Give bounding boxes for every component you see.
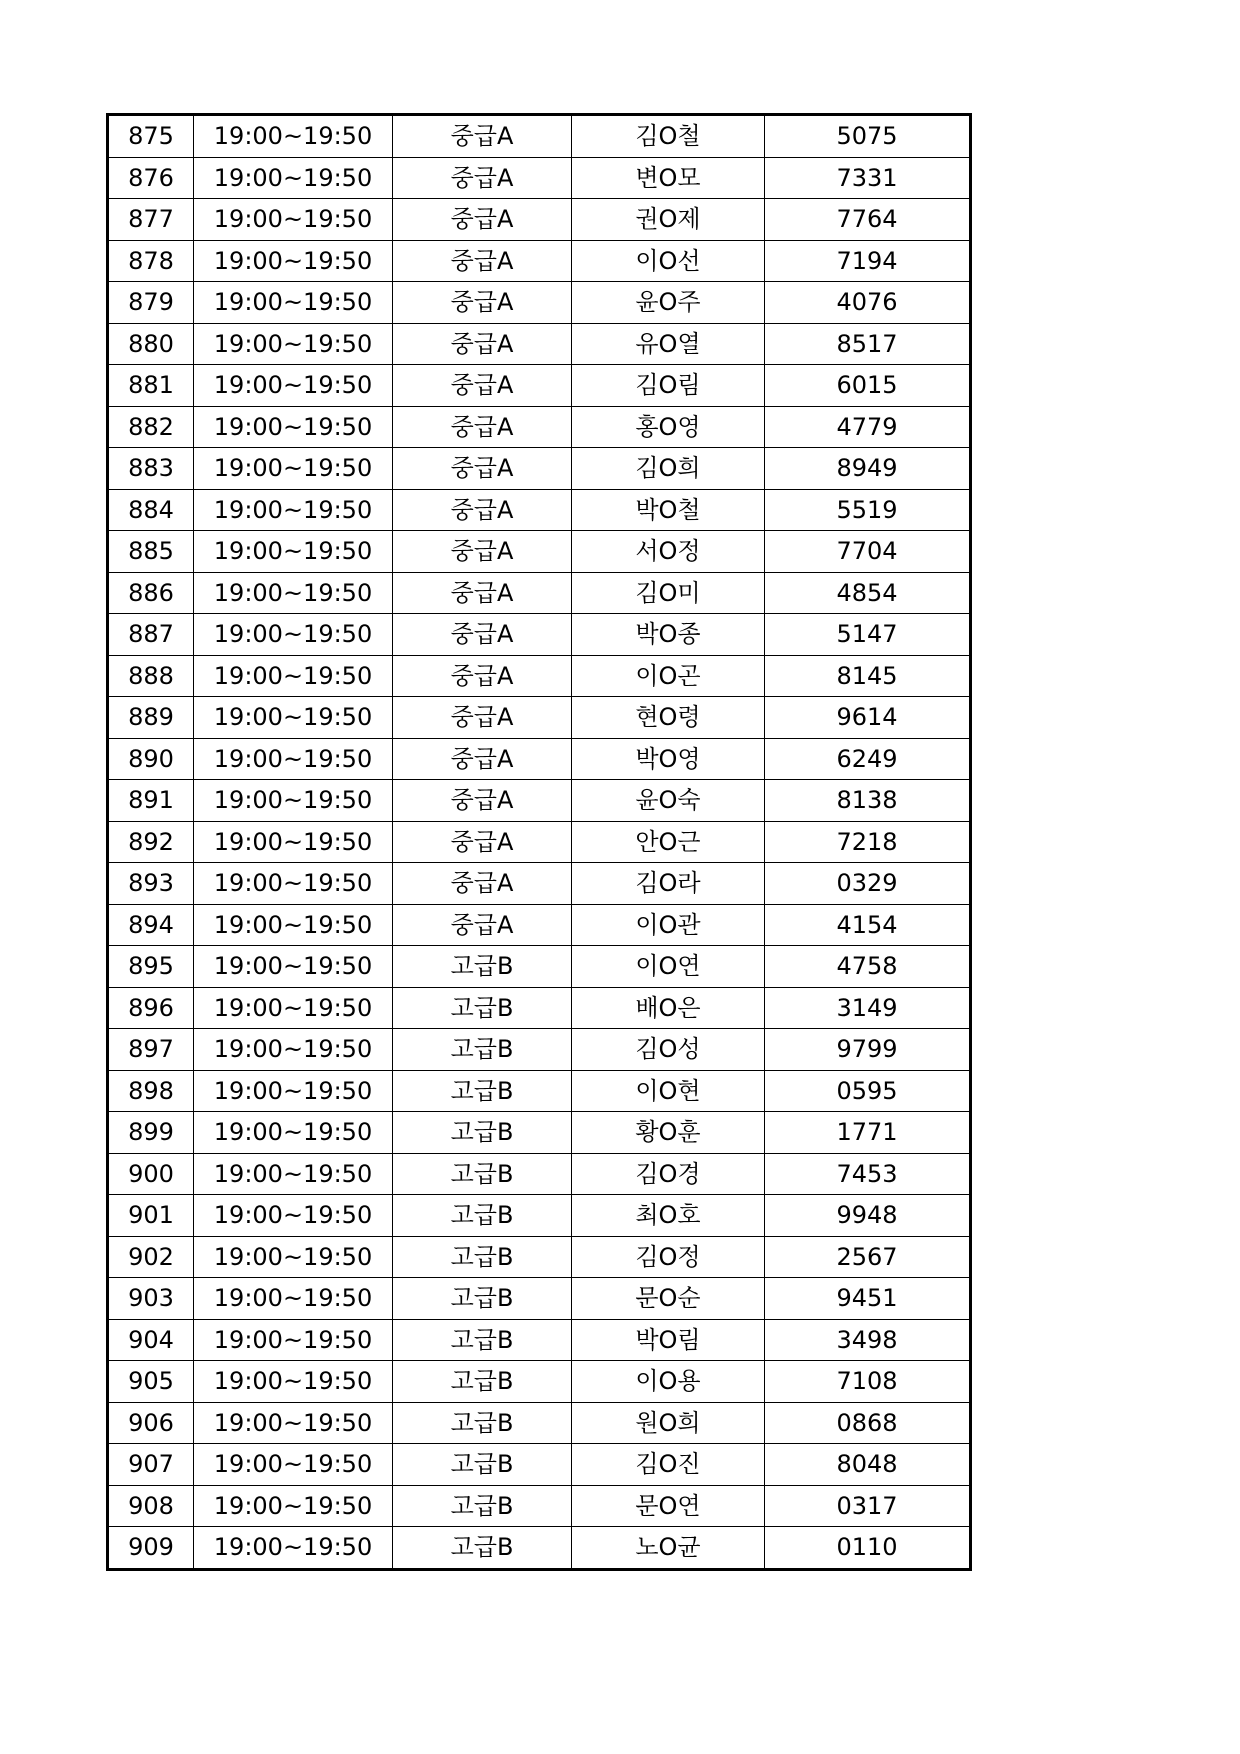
code-cell: 7331: [765, 157, 971, 199]
time-slot-cell: 19:00~19:50: [194, 1153, 393, 1195]
row-number-cell: 881: [108, 365, 194, 407]
code-cell: 9614: [765, 697, 971, 739]
masked-name-cell: 김O미: [572, 572, 765, 614]
masked-name-cell: 원O희: [572, 1402, 765, 1444]
masked-name-cell: 이O연: [572, 946, 765, 988]
table-row: [108, 199, 971, 241]
code-cell: 7218: [765, 821, 971, 863]
table-row: [108, 697, 971, 739]
time-slot-cell: 19:00~19:50: [194, 282, 393, 324]
row-number-cell: 886: [108, 572, 194, 614]
time-slot-cell: 19:00~19:50: [194, 821, 393, 863]
code-cell: 7108: [765, 1361, 971, 1403]
table-row: [108, 821, 971, 863]
time-slot-cell: 19:00~19:50: [194, 406, 393, 448]
table-row: [108, 1153, 971, 1195]
level-cell: 고급B: [393, 987, 572, 1029]
masked-name-cell: 박O영: [572, 738, 765, 780]
row-number-cell: 878: [108, 240, 194, 282]
masked-name-cell: 문O순: [572, 1278, 765, 1320]
level-cell: 중급A: [393, 157, 572, 199]
level-cell: 중급A: [393, 448, 572, 490]
row-number-cell: 876: [108, 157, 194, 199]
masked-name-cell: 윤O숙: [572, 780, 765, 822]
time-slot-cell: 19:00~19:50: [194, 115, 393, 158]
code-cell: 9451: [765, 1278, 971, 1320]
level-cell: 중급A: [393, 904, 572, 946]
level-cell: 고급B: [393, 1112, 572, 1154]
row-number-cell: 879: [108, 282, 194, 324]
code-cell: 4154: [765, 904, 971, 946]
row-number-cell: 896: [108, 987, 194, 1029]
level-cell: 고급B: [393, 1195, 572, 1237]
table-row: [108, 282, 971, 324]
code-cell: 8949: [765, 448, 971, 490]
time-slot-cell: 19:00~19:50: [194, 1361, 393, 1403]
code-cell: 4854: [765, 572, 971, 614]
masked-name-cell: 박O철: [572, 489, 765, 531]
table-row: [108, 157, 971, 199]
row-number-cell: 891: [108, 780, 194, 822]
table-row: [108, 1444, 971, 1486]
code-cell: 6249: [765, 738, 971, 780]
masked-name-cell: 박O종: [572, 614, 765, 656]
time-slot-cell: 19:00~19:50: [194, 1029, 393, 1071]
row-number-cell: 875: [108, 115, 194, 158]
masked-name-cell: 권O제: [572, 199, 765, 241]
time-slot-cell: 19:00~19:50: [194, 448, 393, 490]
masked-name-cell: 김O희: [572, 448, 765, 490]
code-cell: 4779: [765, 406, 971, 448]
row-number-cell: 894: [108, 904, 194, 946]
level-cell: 중급A: [393, 780, 572, 822]
table-row: [108, 655, 971, 697]
row-number-cell: 888: [108, 655, 194, 697]
code-cell: 3149: [765, 987, 971, 1029]
time-slot-cell: 19:00~19:50: [194, 1195, 393, 1237]
code-cell: 7194: [765, 240, 971, 282]
code-cell: 4758: [765, 946, 971, 988]
code-cell: 2567: [765, 1236, 971, 1278]
time-slot-cell: 19:00~19:50: [194, 1402, 393, 1444]
row-number-cell: 900: [108, 1153, 194, 1195]
time-slot-cell: 19:00~19:50: [194, 323, 393, 365]
masked-name-cell: 김O진: [572, 1444, 765, 1486]
time-slot-cell: 19:00~19:50: [194, 531, 393, 573]
table-row: [108, 1527, 971, 1570]
code-cell: 5075: [765, 115, 971, 158]
masked-name-cell: 이O곤: [572, 655, 765, 697]
row-number-cell: 904: [108, 1319, 194, 1361]
level-cell: 고급B: [393, 1361, 572, 1403]
level-cell: 고급B: [393, 1153, 572, 1195]
level-cell: 고급B: [393, 1444, 572, 1486]
row-number-cell: 895: [108, 946, 194, 988]
table-row: [108, 365, 971, 407]
code-cell: 7704: [765, 531, 971, 573]
code-cell: 7453: [765, 1153, 971, 1195]
row-number-cell: 908: [108, 1485, 194, 1527]
masked-name-cell: 노O균: [572, 1527, 765, 1570]
table-row: [108, 1319, 971, 1361]
table-row: [108, 1195, 971, 1237]
row-number-cell: 893: [108, 863, 194, 905]
table-row: [108, 115, 971, 158]
row-number-cell: 897: [108, 1029, 194, 1071]
row-number-cell: 898: [108, 1070, 194, 1112]
row-number-cell: 889: [108, 697, 194, 739]
time-slot-cell: 19:00~19:50: [194, 738, 393, 780]
level-cell: 중급A: [393, 365, 572, 407]
masked-name-cell: 김O성: [572, 1029, 765, 1071]
level-cell: 중급A: [393, 738, 572, 780]
code-cell: 3498: [765, 1319, 971, 1361]
table-row: [108, 1402, 971, 1444]
time-slot-cell: 19:00~19:50: [194, 697, 393, 739]
time-slot-cell: 19:00~19:50: [194, 157, 393, 199]
masked-name-cell: 김O철: [572, 115, 765, 158]
code-cell: 8145: [765, 655, 971, 697]
level-cell: 중급A: [393, 199, 572, 241]
code-cell: 4076: [765, 282, 971, 324]
row-number-cell: 903: [108, 1278, 194, 1320]
time-slot-cell: 19:00~19:50: [194, 863, 393, 905]
time-slot-cell: 19:00~19:50: [194, 1236, 393, 1278]
row-number-cell: 906: [108, 1402, 194, 1444]
time-slot-cell: 19:00~19:50: [194, 1485, 393, 1527]
row-number-cell: 909: [108, 1527, 194, 1570]
masked-name-cell: 현O령: [572, 697, 765, 739]
masked-name-cell: 김O라: [572, 863, 765, 905]
level-cell: 고급B: [393, 1527, 572, 1570]
row-number-cell: 902: [108, 1236, 194, 1278]
row-number-cell: 880: [108, 323, 194, 365]
code-cell: 6015: [765, 365, 971, 407]
row-number-cell: 885: [108, 531, 194, 573]
time-slot-cell: 19:00~19:50: [194, 780, 393, 822]
row-number-cell: 905: [108, 1361, 194, 1403]
masked-name-cell: 홍O영: [572, 406, 765, 448]
level-cell: 고급B: [393, 1029, 572, 1071]
table-row: [108, 1361, 971, 1403]
row-number-cell: 901: [108, 1195, 194, 1237]
table-row: [108, 323, 971, 365]
level-cell: 고급B: [393, 1070, 572, 1112]
row-number-cell: 887: [108, 614, 194, 656]
level-cell: 중급A: [393, 821, 572, 863]
row-number-cell: 890: [108, 738, 194, 780]
level-cell: 고급B: [393, 1319, 572, 1361]
time-slot-cell: 19:00~19:50: [194, 946, 393, 988]
level-cell: 고급B: [393, 1402, 572, 1444]
masked-name-cell: 이O선: [572, 240, 765, 282]
time-slot-cell: 19:00~19:50: [194, 240, 393, 282]
level-cell: 중급A: [393, 697, 572, 739]
masked-name-cell: 서O정: [572, 531, 765, 573]
code-cell: 0868: [765, 1402, 971, 1444]
level-cell: 고급B: [393, 1236, 572, 1278]
time-slot-cell: 19:00~19:50: [194, 489, 393, 531]
masked-name-cell: 윤O주: [572, 282, 765, 324]
masked-name-cell: 배O은: [572, 987, 765, 1029]
masked-name-cell: 문O연: [572, 1485, 765, 1527]
table-row: [108, 1485, 971, 1527]
masked-name-cell: 변O모: [572, 157, 765, 199]
masked-name-cell: 이O용: [572, 1361, 765, 1403]
table-row: [108, 489, 971, 531]
masked-name-cell: 황O훈: [572, 1112, 765, 1154]
time-slot-cell: 19:00~19:50: [194, 1444, 393, 1486]
time-slot-cell: 19:00~19:50: [194, 572, 393, 614]
table-row: [108, 738, 971, 780]
table-row: [108, 1236, 971, 1278]
level-cell: 중급A: [393, 282, 572, 324]
table-row: [108, 406, 971, 448]
time-slot-cell: 19:00~19:50: [194, 904, 393, 946]
table-row: [108, 531, 971, 573]
masked-name-cell: 박O림: [572, 1319, 765, 1361]
level-cell: 중급A: [393, 489, 572, 531]
code-cell: 8138: [765, 780, 971, 822]
code-cell: 8048: [765, 1444, 971, 1486]
code-cell: 1771: [765, 1112, 971, 1154]
table-row: [108, 904, 971, 946]
masked-name-cell: 유O열: [572, 323, 765, 365]
code-cell: 9799: [765, 1029, 971, 1071]
table-row: [108, 614, 971, 656]
time-slot-cell: 19:00~19:50: [194, 655, 393, 697]
level-cell: 중급A: [393, 406, 572, 448]
row-number-cell: 899: [108, 1112, 194, 1154]
level-cell: 중급A: [393, 655, 572, 697]
time-slot-cell: 19:00~19:50: [194, 1319, 393, 1361]
table-row: [108, 448, 971, 490]
masked-name-cell: 김O정: [572, 1236, 765, 1278]
table-row: [108, 240, 971, 282]
table-row: [108, 946, 971, 988]
row-number-cell: 892: [108, 821, 194, 863]
time-slot-cell: 19:00~19:50: [194, 1112, 393, 1154]
code-cell: 0110: [765, 1527, 971, 1570]
time-slot-cell: 19:00~19:50: [194, 1070, 393, 1112]
masked-name-cell: 이O현: [572, 1070, 765, 1112]
table-row: [108, 863, 971, 905]
level-cell: 중급A: [393, 863, 572, 905]
time-slot-cell: 19:00~19:50: [194, 1278, 393, 1320]
code-cell: 9948: [765, 1195, 971, 1237]
row-number-cell: 882: [108, 406, 194, 448]
table-row: [108, 1029, 971, 1071]
masked-name-cell: 이O관: [572, 904, 765, 946]
level-cell: 중급A: [393, 572, 572, 614]
level-cell: 고급B: [393, 1485, 572, 1527]
code-cell: 7764: [765, 199, 971, 241]
table-row: [108, 780, 971, 822]
row-number-cell: 907: [108, 1444, 194, 1486]
table-row: [108, 987, 971, 1029]
level-cell: 중급A: [393, 323, 572, 365]
masked-name-cell: 김O림: [572, 365, 765, 407]
masked-name-cell: 최O호: [572, 1195, 765, 1237]
level-cell: 중급A: [393, 531, 572, 573]
code-cell: 8517: [765, 323, 971, 365]
level-cell: 고급B: [393, 946, 572, 988]
masked-name-cell: 김O경: [572, 1153, 765, 1195]
time-slot-cell: 19:00~19:50: [194, 199, 393, 241]
roster-table-body: [108, 115, 971, 1570]
time-slot-cell: 19:00~19:50: [194, 614, 393, 656]
time-slot-cell: 19:00~19:50: [194, 987, 393, 1029]
table-row: [108, 1112, 971, 1154]
row-number-cell: 883: [108, 448, 194, 490]
table-row: [108, 1278, 971, 1320]
level-cell: 중급A: [393, 240, 572, 282]
code-cell: 0329: [765, 863, 971, 905]
row-number-cell: 877: [108, 199, 194, 241]
code-cell: 0595: [765, 1070, 971, 1112]
level-cell: 중급A: [393, 614, 572, 656]
code-cell: 5147: [765, 614, 971, 656]
time-slot-cell: 19:00~19:50: [194, 365, 393, 407]
code-cell: 5519: [765, 489, 971, 531]
code-cell: 0317: [765, 1485, 971, 1527]
table-row: [108, 572, 971, 614]
level-cell: 고급B: [393, 1278, 572, 1320]
roster-table: [106, 113, 972, 1571]
table-row: [108, 1070, 971, 1112]
masked-name-cell: 안O근: [572, 821, 765, 863]
level-cell: 중급A: [393, 115, 572, 158]
row-number-cell: 884: [108, 489, 194, 531]
time-slot-cell: 19:00~19:50: [194, 1527, 393, 1570]
